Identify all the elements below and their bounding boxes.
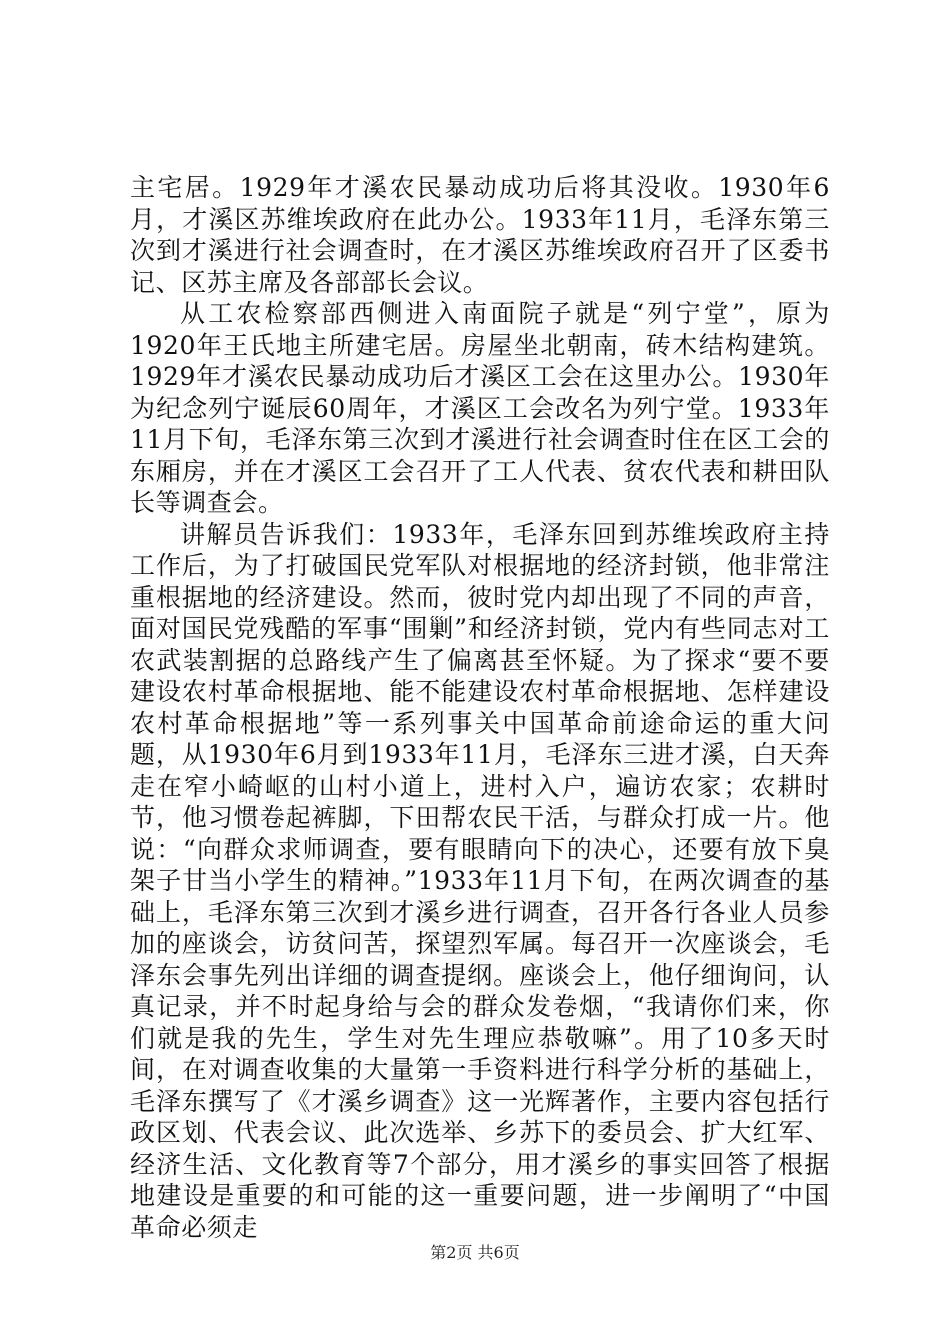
page-number-footer: 第2页 共6页 <box>430 1243 520 1262</box>
paragraph-lenin-hall: 从工农检察部西侧进入南面院子就是“列宁堂”，原为1920年王氏地主所建宅居。房屋坐北朝南，砖木结构建筑。1929年才溪农民暴动成功后才溪区工会在这里办公。1930年为纪念列宁诞辰60周年，才溪区工会改名为列宁堂。1933年11月下旬，毛泽东第三次到才溪进行社会调查时住在区工会的东厢房，并在才溪区工会召开了工人代表、贫农代表和耕田队长等调查会。 <box>130 299 830 517</box>
document-body <box>130 172 830 1243</box>
paragraph-continuation: 主宅居。1929年才溪农民暴动成功后将其没收。1930年6月，才溪区苏维埃政府在此办公。1933年11月，毛泽东第三次到才溪进行社会调查时，在才溪区苏维埃政府召开了区委书记、区苏主席及各部部长会议。 <box>130 173 830 297</box>
paragraph-guide-narration: 讲解员告诉我们：1933年，毛泽东回到苏维埃政府主持工作后，为了打破国民党军队对根据地的经济封锁，他非常注重根据地的经济建设。然而，彼时党内却出现了不同的声音，面对国民党残酷的军事“围剿”和经济封锁，党内有些同志对工农武装割据的总路线产生了偏离甚至怀疑。为了探求“要不要建设农村革命根据地、能不能建设农村革命根据地、怎样建设农村革命根据地”等一系列事关中国革命前途命运的重大问题，从1930年6月到1933年11月，毛泽东三进才溪，白天奔走在窄小崎岖的山村小道上，进村入户，遍访农家；农耕时节，他习惯卷起裤脚，下田帮农民干活，与群众打成一片。他说：“向群众求师调查，要有眼睛向下的决心，还要有放下臭架子甘当小学生的精神。”1933年11月下旬，在两次调查的基础上，毛泽东第三次到才溪乡进行调查，召开各行各业人员参加的座谈会，访贫问苦，探望烈军属。每召开一次座谈会，毛泽东会事先列出详细的调查提纲。座谈会上，他仔细询问，认真记录，并不时起身给与会的群众发卷烟，“我请你们来，你们就是我的先生，学生对先生理应恭敬嘛”。用了10多天时间，在对调查收集的大量第一手资料进行科学分析的基础上，毛泽东撰写了《才溪乡调查》这一光辉著作，主要内容包括行政区划、代表会议、此次选举、乡苏下的委员会、扩大红军、经济生活、文化教育等7个部分，用才溪乡的事实回答了根据地建设是重要的和可能的这一重要问题，进一步阐明了“中国革命必须走 <box>130 519 830 1242</box>
